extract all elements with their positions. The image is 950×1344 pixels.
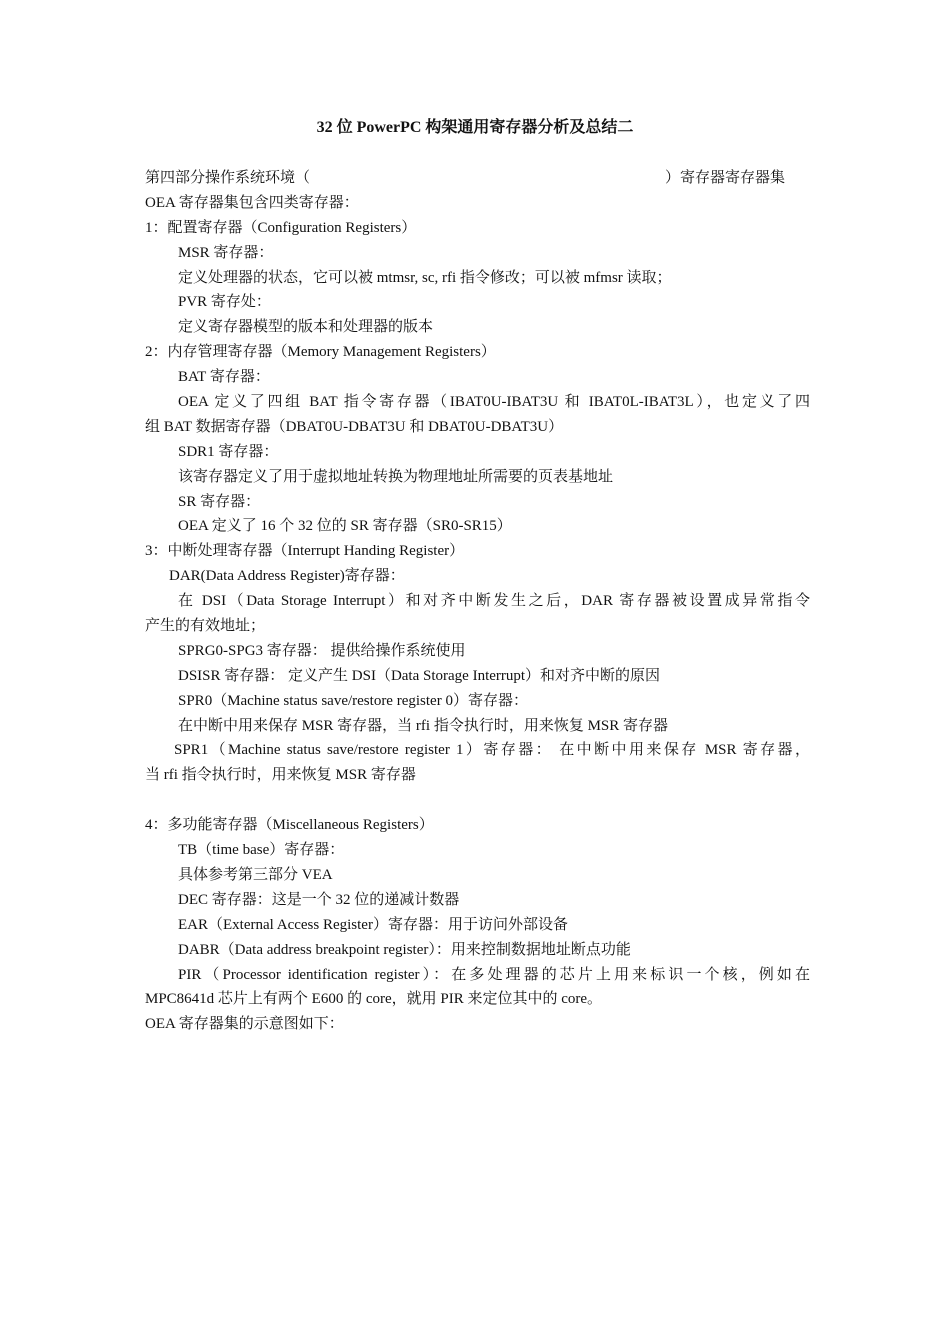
bat-label: BAT 寄存器： [178,369,270,386]
pvr-label: PVR 寄存处： [178,294,271,311]
sdr1-description: 该寄存器定义了用于虚拟地址转换为物理地址所需要的页表基地址 [178,468,614,485]
sr-description: OEA 定义了 16 个 32 位的 SR 寄存器（SR0-SR15） [178,518,512,535]
dabr-line: DABR（Data address breakpoint register）：用来控制数据地址断点功能 [178,941,631,958]
ear-line: EAR（External Access Register）寄存器：用于访问外部设备 [178,916,568,933]
dar-description-line-2: 产生的有效地址； [145,618,266,635]
closing-text: OEA 寄存器集的示意图如下： [145,1016,344,1033]
spr1-line-2: 当 rfi 指令执行时，用来恢复 MSR 寄存器 [145,767,416,784]
bat-description-line-1: OEA 定义了四组 BAT 指令寄存器（IBAT0U-IBAT3U 和 IBAT0L-IBAT3L），也定义了四 [178,394,810,411]
spr0-label: SPR0（Machine status save/restore register 0）寄存器： [178,692,528,709]
dec-line: DEC 寄存器：这是一个 32 位的递减计数器 [178,891,460,908]
document-title: 32 位 PowerPC 构架通用寄存器分析及总结二 [316,119,634,136]
section-2-heading: 2：内存管理寄存器（Memory Management Registers） [145,344,496,361]
dar-description-line-1: 在 DSI（Data Storage Interrupt）和对齐中断发生之后，DAR 寄存器被设置成异常指令 [178,593,810,610]
section-3-heading: 3：中断处理寄存器（Interrupt Handing Register） [145,543,465,560]
sr-label: SR 寄存器： [178,493,261,510]
spr0-description: 在中断中用来保存 MSR 寄存器，当 rfi 指令执行时，用来恢复 MSR 寄存器 [178,717,669,734]
sdr1-label: SDR1 寄存器： [178,443,279,460]
part-heading-left: 第四部分操作系统环境（ [145,170,311,186]
dsisr-line: DSISR 寄存器： 定义产生 DSI（Data Storage Interrupt）和对齐中断的原因 [178,667,661,684]
tb-description: 具体参考第三部分 VEA [178,866,333,883]
dar-label: DAR(Data Address Register)寄存器： [169,568,405,585]
part-heading [145,166,810,191]
part-heading-right: ）寄存器寄存器集 [664,170,785,186]
tb-label: TB（time base）寄存器： [178,842,345,859]
section-1-heading: 1：配置寄存器（Configuration Registers） [145,219,417,236]
pvr-description: 定义寄存器模型的版本和处理器的版本 [178,319,434,336]
msr-description: 定义处理器的状态，它可以被 mtmsr, sc, rfi 指令修改；可以被 mfmsr 读取； [178,269,672,286]
section-4-heading: 4：多功能寄存器（Miscellaneous Registers） [145,817,434,834]
pir-line-1: PIR（Processor identification register）：在多处理器的芯片上用来标识一个核，例如在 [178,966,810,983]
document-body [145,166,810,1037]
blank-line [145,788,810,813]
bat-description-line-2: 组 BAT 数据寄存器（DBAT0U-DBAT3U 和 DBAT0U-DBAT3U） [145,418,564,435]
intro-text: OEA 寄存器集包含四类寄存器： [145,194,359,211]
pir-line-2: MPC8641d 芯片上有两个 E600 的 core，就用 PIR 来定位其中的 core。 [145,991,603,1008]
sprg-line: SPRG0-SPG3 寄存器： 提供给操作系统使用 [178,642,466,659]
spr1-line-1: SPR1（Machine status save/restore register 1）寄存器： 在中断中用来保存 MSR 寄存器， [174,742,810,759]
msr-label: MSR 寄存器： [178,244,274,261]
